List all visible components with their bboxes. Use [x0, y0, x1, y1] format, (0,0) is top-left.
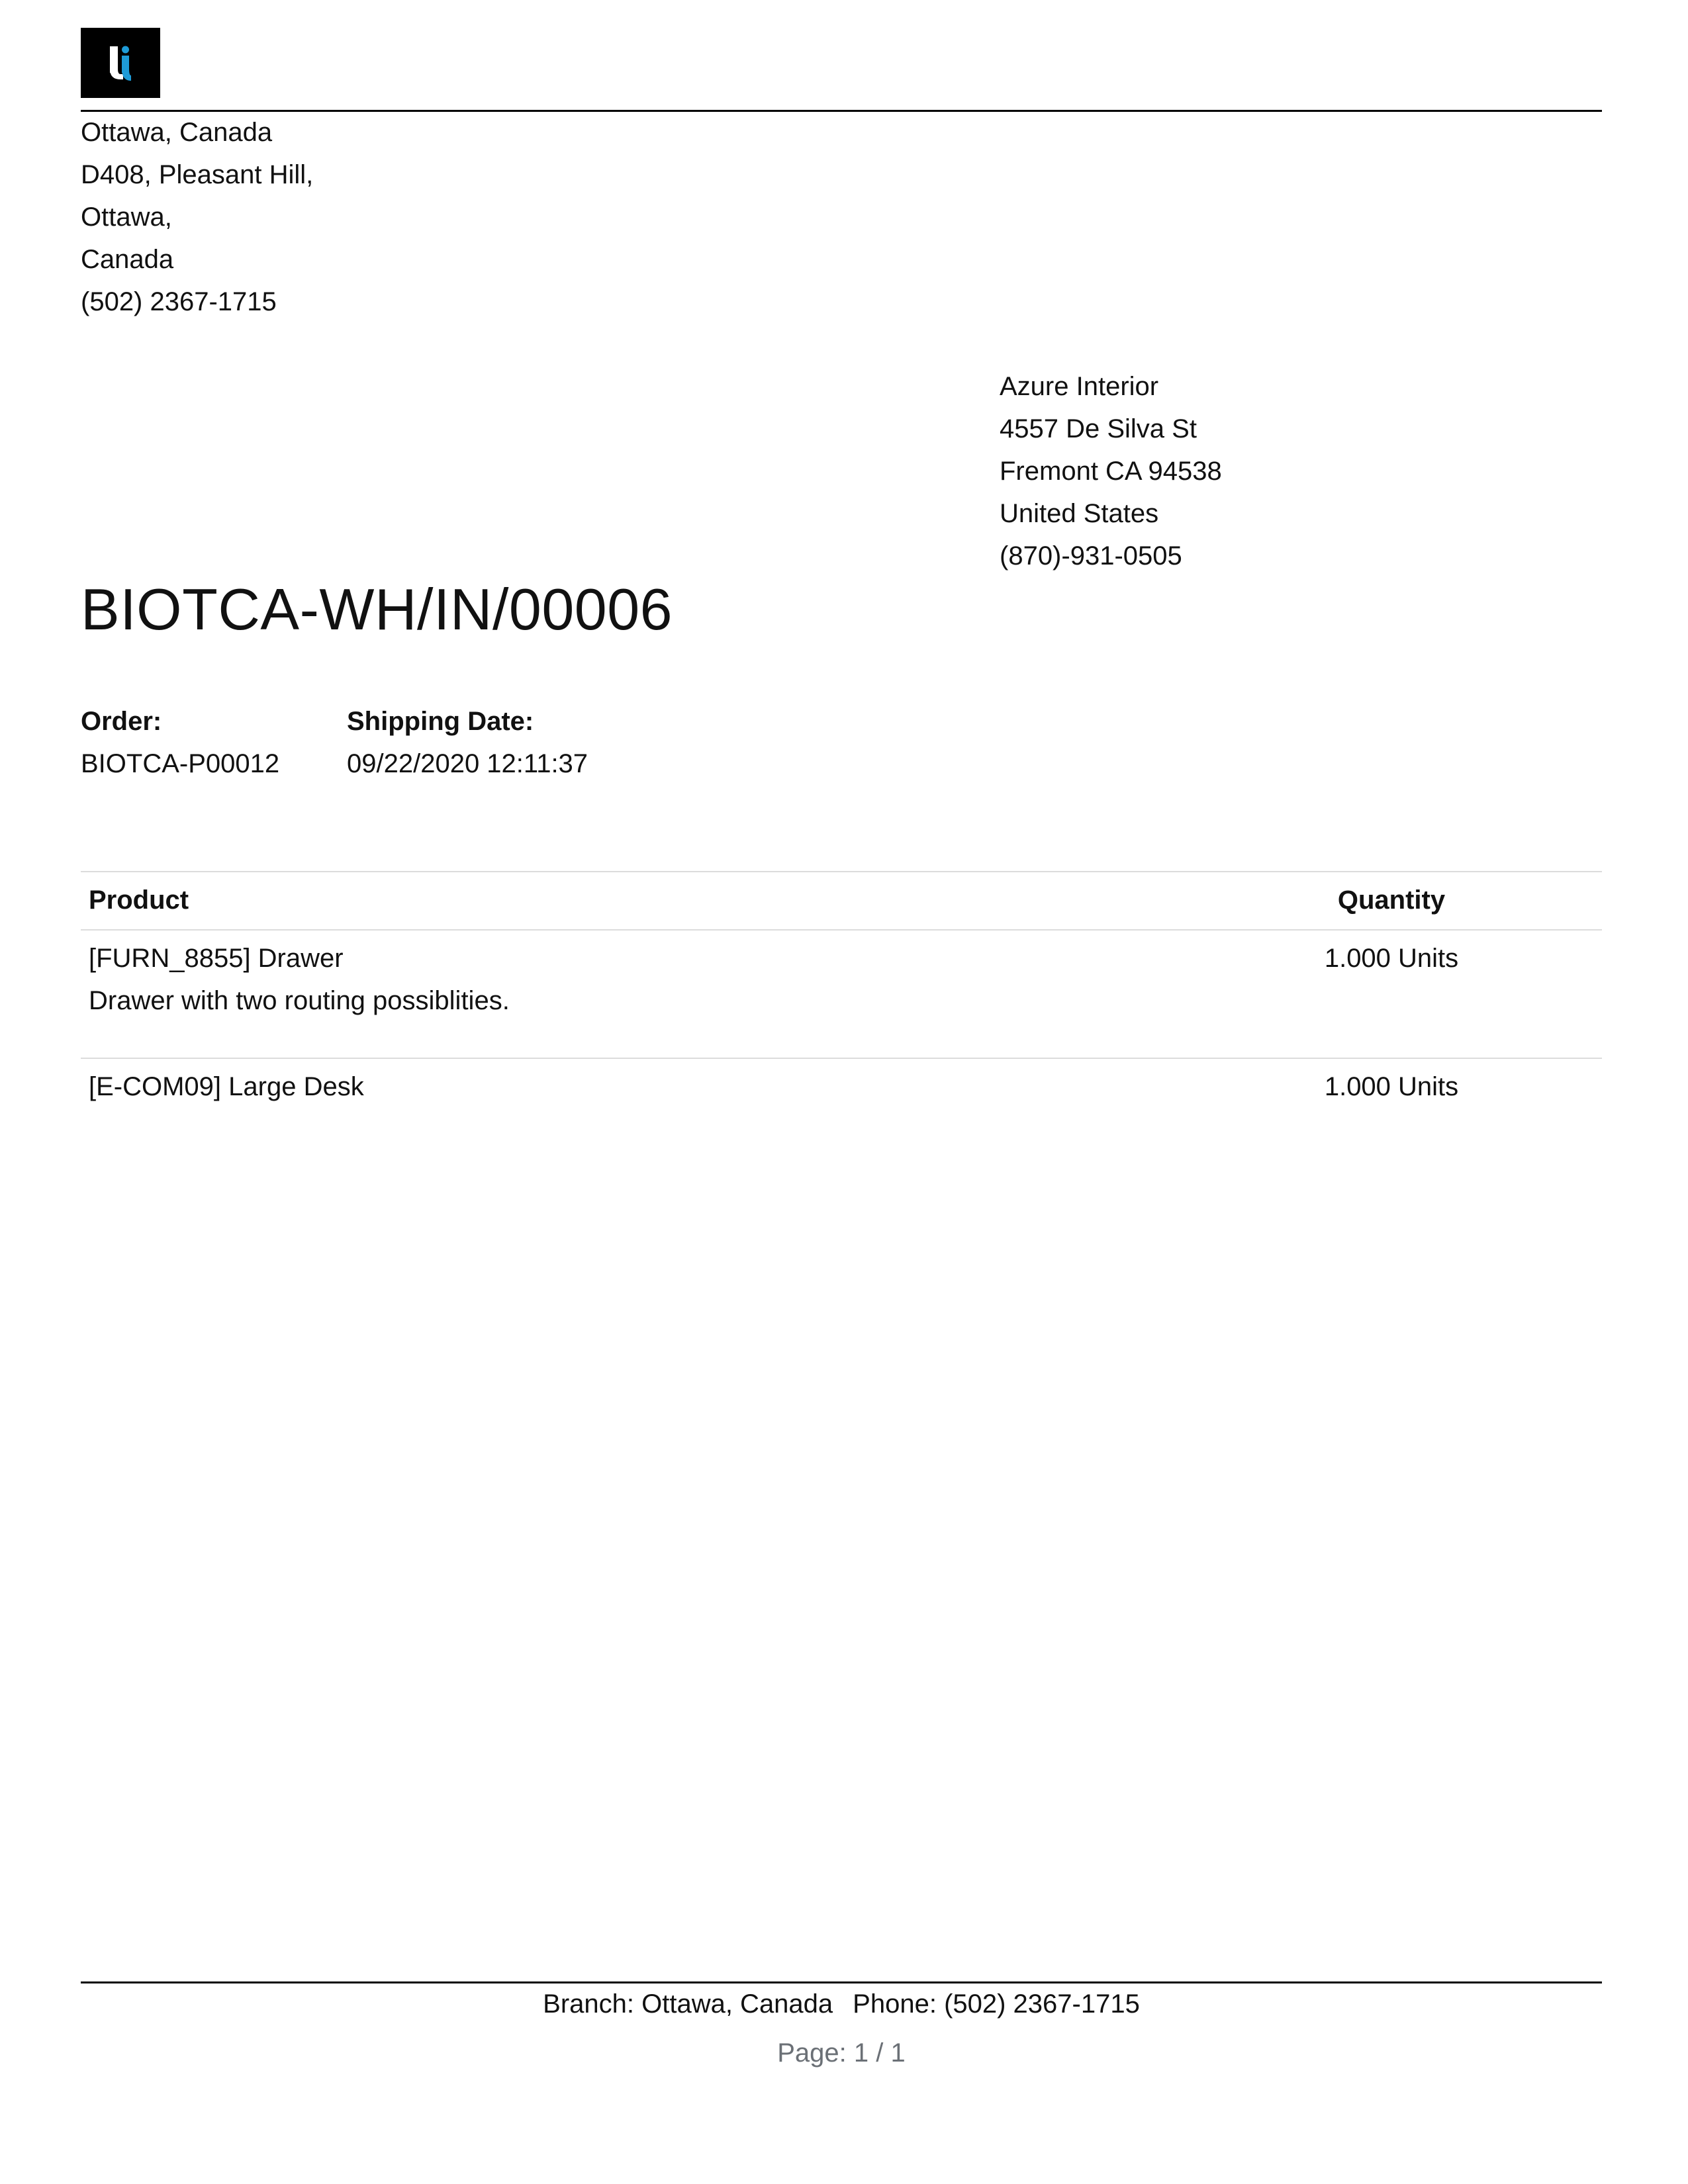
document-title: BIOTCA-WH/IN/00006 — [81, 576, 673, 642]
order-info — [81, 700, 279, 785]
product-name: [E-COM09] Large Desk — [89, 1072, 364, 1101]
order-label: Order: — [81, 707, 162, 736]
company-address — [81, 111, 313, 323]
shipping-date-value: 09/22/2020 12:11:37 — [347, 749, 588, 778]
customer-phone: (870)-931-0505 — [1000, 541, 1182, 570]
footer-phone: Phone: (502) 2367-1715 — [853, 1989, 1140, 2019]
customer-address — [1000, 365, 1222, 577]
company-address-line: D408, Pleasant Hill, — [81, 160, 314, 189]
shipping-date-info — [347, 700, 588, 785]
page-number: Page: 1 / 1 — [777, 2038, 906, 2068]
company-address-line: Canada — [81, 245, 174, 274]
product-column-header: Product — [89, 886, 189, 915]
company-address-line: Ottawa, — [81, 203, 172, 232]
product-cell — [89, 937, 510, 1022]
table-header-row — [81, 872, 1602, 929]
company-phone: (502) 2367-1715 — [81, 287, 277, 316]
quantity-cell: 1.000 Units — [1324, 944, 1459, 973]
table-row — [81, 931, 1602, 1058]
footer-contact — [81, 1983, 1602, 2025]
customer-name: Azure Interior — [1000, 372, 1159, 401]
customer-address-line: 4557 De Silva St — [1000, 414, 1197, 443]
footer-branch: Branch: Ottawa, Canada — [543, 1989, 833, 2019]
shipping-date-label: Shipping Date: — [347, 707, 534, 736]
customer-address-line: United States — [1000, 499, 1159, 528]
company-logo — [81, 28, 160, 98]
customer-address-line: Fremont CA 94538 — [1000, 457, 1222, 486]
company-logo-icon — [81, 28, 160, 98]
quantity-column-header: Quantity — [1337, 886, 1446, 915]
product-cell — [89, 1066, 364, 1108]
quantity-cell: 1.000 Units — [1324, 1072, 1459, 1101]
table-row — [81, 1059, 1602, 1116]
order-value: BIOTCA-P00012 — [81, 749, 280, 778]
product-name: [FURN_8855] Drawer — [89, 944, 344, 973]
product-table — [81, 871, 1602, 1116]
product-description: Drawer with two routing possiblities. — [89, 986, 510, 1015]
company-address-line: Ottawa, Canada — [81, 118, 273, 147]
